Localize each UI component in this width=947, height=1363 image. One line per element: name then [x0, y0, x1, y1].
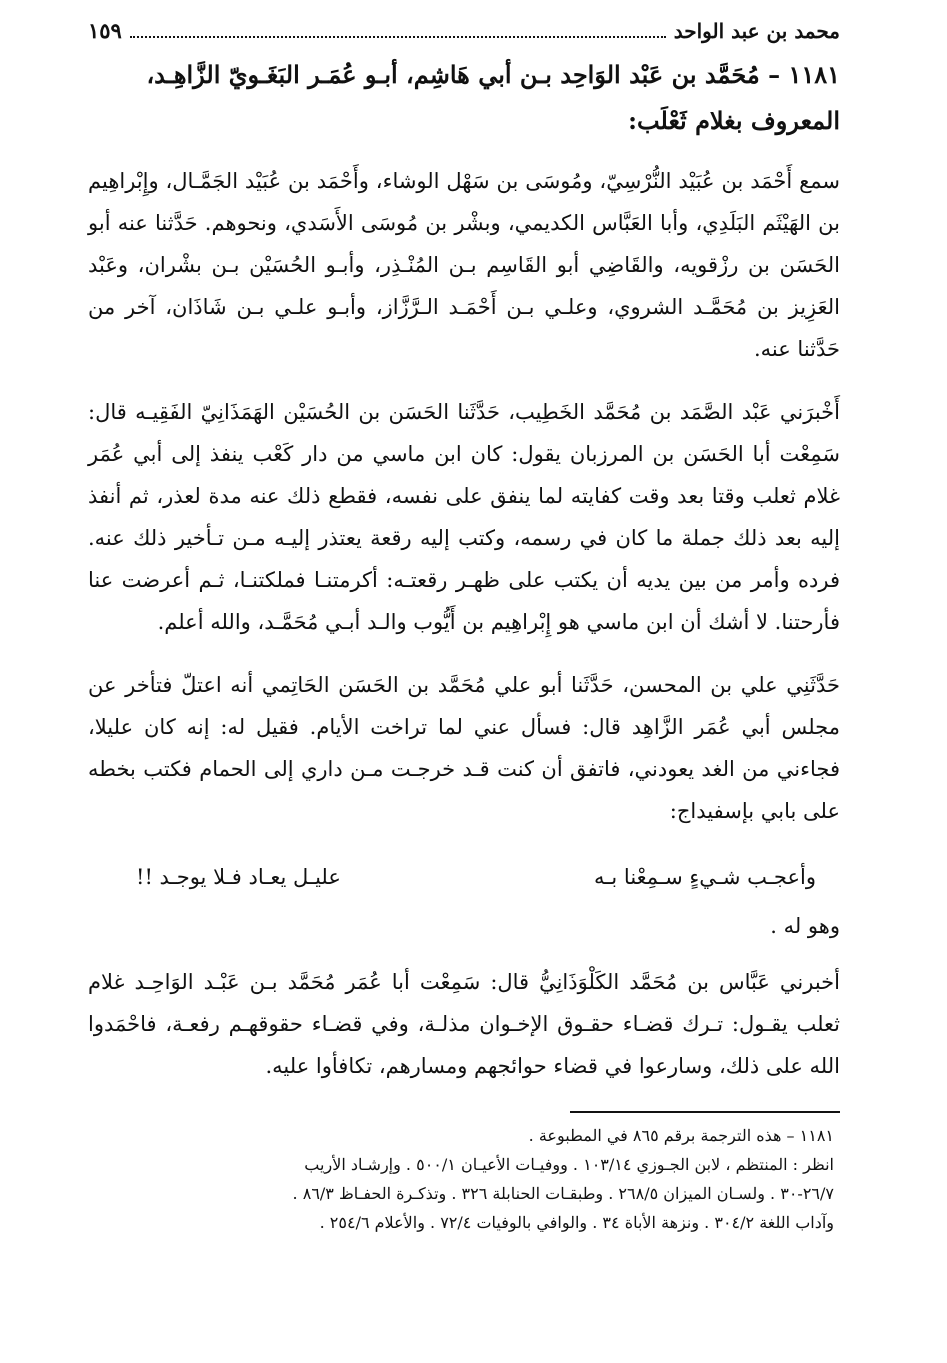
entry-heading-line-2: المعروف بغلام ثَعْلَب: — [628, 106, 840, 135]
footnote-line: ١١٨١ – هذه الترجمة برقم ٨٦٥ في المطبوعة . — [528, 1126, 834, 1145]
paragraph-ibn-masi-story: أَخْبرَني عَبْد الصَّمَد بن مُحَمَّد الخَطِيب، حَدَّثَنا الحَسَن بن الحُسَيْن الهَمَذَانِيّ الفَقِيـه قال: سَمِعْت أبا الحَسَن بن المرزبان يقول: كان ابن ماسي من دار كَعْب ينفذ إلى أبي عُمَر غلام ثعلب وقتا بعد وقت كفايته لما ينفق على نفسه، فقطع ذلك عنه مدة لعذر، ثم أنفذ إليه بعد ذلك جملة ما كان في رسمه، وكتب إليه رقعة يعتذر إليـه مـن تـأخير ذلك عنه. فرده وأمر من بين يديه أن يكتب على ظهـر رقعتـه: أكرمتنـا فملكتنـا، ثـم أعرضت عنا فأرحتنا. لا أشك أن ابن ماسي هو إِبْراهِيم بن أَيُّوب والـد أبـي مُحَمَّـد، والله أعلم. — [88, 400, 840, 634]
footnote-line: انظر : المنتظم ، لابن الجـوزي ١٠٣/١٤ . ووفيـات الأعيـان ٥٠٠/١ . وإرشـاد الأريب — [304, 1155, 834, 1174]
verse-second-hemistich: عليـل يعـاد فـلا يوجـد !! — [136, 865, 341, 889]
running-header — [88, 14, 840, 48]
book-page — [88, 14, 840, 1237]
verse-first-hemistich: وأعجـب شـيءٍ سـمِعْنا بـه — [594, 865, 816, 889]
paragraph-teachers-students: سمع أَحْمَد بن عُبَيْد النُّرْسِيّ، ومُوسَى بن سَهْل الوشاء، وأَحْمَد بن عُبَيْد الجَمَّـال، وإِبْراهِيم بن الهَيْثَم البَلَدِي، وأبا العَبَّاس الكديمي، وبشْر بن مُوسَى الأَسَدي، ونحوهم. حَدَّثنا عنه أبو الحَسَن بن رزْقويه، والقَاضِي أبو القَاسِم بـن المُنْـذِر، وأبـو الحُسَيْن بـن بشْران، وعَبْد العَزِيز بن مُحَمَّـد الشروي، وعلـي بـن أَحْمَـد الـرَّزَّاز، وأبـو علـي بـن شَاذَان، آخر من حَدَّثنا عنه. — [88, 169, 840, 361]
footnote-line: وآداب اللغة ٣٠٤/٢ . ونزهة الأباة ٣٤ . والوافي بالوفيات ٧٢/٤ . والأعلام ٢٥٤/٦ . — [319, 1213, 834, 1232]
poem-verse — [88, 853, 840, 901]
leader-dots — [130, 36, 666, 38]
running-title: محمد بن عبد الواحد — [673, 19, 840, 43]
footnote-divider — [570, 1111, 840, 1113]
entry-heading-line-1: ١١٨١ – مُحَمَّد بن عَبْد الوَاحِد بـن أبي هَاشِم، أبـو عُمَـر البَغَـويّ الزَّاهِـد، — [146, 60, 840, 89]
page-number: ١٥٩ — [88, 18, 122, 43]
footnote-line: ٢٦/٧-٣٠ . ولسـان الميزان ٢٦٨/٥ . وطبقـات الحنابلة ٣٢٦ . وتذكـرة الحفـاظ ٨٦/٣ . — [292, 1184, 834, 1203]
footnotes — [88, 1121, 840, 1237]
entry-heading — [88, 52, 840, 144]
paragraph-kalwadhani-saying: أخبرني عَبَّاس بن مُحَمَّد الكَلْوَذَانِيُّ قال: سَمِعْت أبا عُمَر مُحَمَّد بـن عَبْـد الوَاحِـد غلام ثعلب يقـول: تـرك قضـاء حقـوق الإخـوان مذلـة، وفي قضـاء حقوقهـم رفعـة، فاحْمَدوا الله على ذلك، وسارعوا في قضاء حوائجهم ومسارهم، تكافأوا عليه. — [88, 970, 840, 1078]
paragraph-hatimi-story: حَدَّثَنِي علي بن المحسن، حَدَّثَنا أبو علي مُحَمَّد بن الحَسَن الحَاتِمي أنه اعتلّ فتأخر عن مجلس أبي عُمَر الزَّاهِد قال: فسأل عني لما تراخت الأيام. فقيل له: إنه كان عليلا، فجاءني من الغد يعودني، فاتفق أن كنت قـد خرجـت مـن داري إلى الحمام فكتب بخطه على بابي بإسفيداج: — [88, 673, 840, 823]
verse-attribution: وهو له . — [770, 914, 840, 938]
